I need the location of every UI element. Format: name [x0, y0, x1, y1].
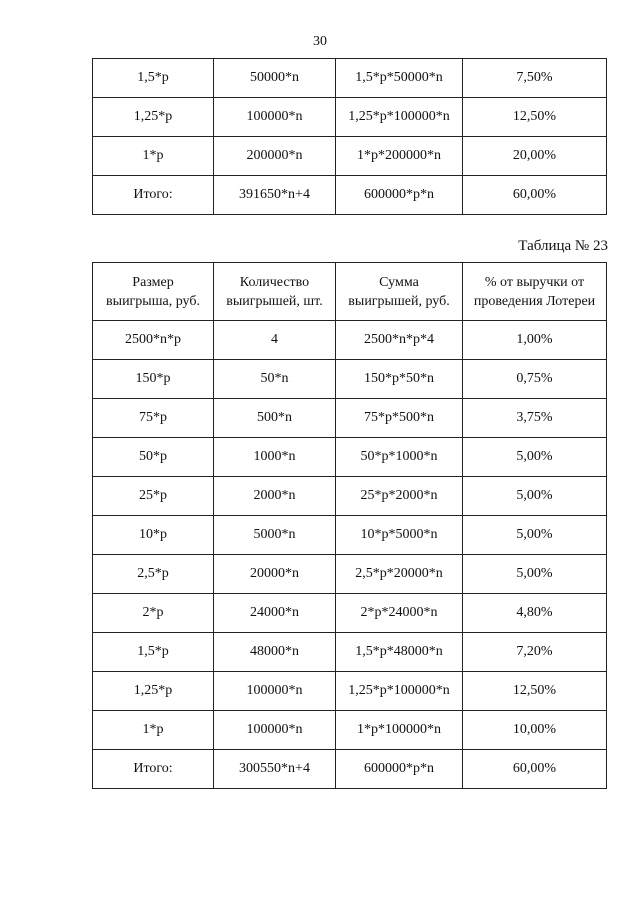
prize-table-continued	[92, 58, 607, 215]
table-cell: 50000*n	[214, 59, 336, 98]
table-cell: 1*р*200000*n	[336, 137, 463, 176]
table-cell: 60,00%	[463, 750, 607, 789]
table-cell: 1,25*р	[93, 98, 214, 137]
table-cell: 75*р	[93, 399, 214, 438]
table-row	[93, 711, 607, 750]
table-cell: 3,75%	[463, 399, 607, 438]
prize-table-23	[92, 262, 607, 789]
table-cell: 600000*р*n	[336, 750, 463, 789]
table-cell: 50*р*1000*n	[336, 438, 463, 477]
table-row	[93, 137, 607, 176]
table-cell: 2500*n*р	[93, 321, 214, 360]
table-cell: 1,25*р	[93, 672, 214, 711]
table-cell: Итого:	[93, 750, 214, 789]
header-cell-prize-sum: Сумма выигрышей, руб.	[336, 263, 463, 321]
table-row	[93, 399, 607, 438]
header-cell-revenue-percent: % от выручки от проведения Лотереи	[463, 263, 607, 321]
table-cell: 1*р*100000*n	[336, 711, 463, 750]
table-cell: 5,00%	[463, 477, 607, 516]
table-cell: 5,00%	[463, 438, 607, 477]
table-cell: 1000*n	[214, 438, 336, 477]
table-cell: 20000*n	[214, 555, 336, 594]
table-cell: 20,00%	[463, 137, 607, 176]
table-cell: 1,5*р	[93, 633, 214, 672]
table-cell: 60,00%	[463, 176, 607, 215]
table-header-row	[93, 263, 607, 321]
table-cell: 1,5*р*48000*n	[336, 633, 463, 672]
table-cell: 12,50%	[463, 672, 607, 711]
table-cell: 75*р*500*n	[336, 399, 463, 438]
header-cell-prize-size: Размер выигрыша, руб.	[93, 263, 214, 321]
table-cell: 1,5*р	[93, 59, 214, 98]
table-row	[93, 477, 607, 516]
table-cell: 7,50%	[463, 59, 607, 98]
table-cell: 5,00%	[463, 516, 607, 555]
table-row	[93, 438, 607, 477]
table-cell: 50*р	[93, 438, 214, 477]
table-cell: 5000*n	[214, 516, 336, 555]
table-cell: 4	[214, 321, 336, 360]
table-cell: 150*р	[93, 360, 214, 399]
table-cell: 100000*n	[214, 711, 336, 750]
table-row	[93, 633, 607, 672]
table-cell: 100000*n	[214, 672, 336, 711]
table-cell: 1,5*р*50000*n	[336, 59, 463, 98]
table-cell: 7,20%	[463, 633, 607, 672]
page-number: 30	[313, 34, 327, 49]
table-cell: 10,00%	[463, 711, 607, 750]
table-cell: Итого:	[93, 176, 214, 215]
table-cell: 600000*р*n	[336, 176, 463, 215]
table-cell: 2*р	[93, 594, 214, 633]
table-row	[93, 360, 607, 399]
table-cell: 2000*n	[214, 477, 336, 516]
header-cell-prize-count: Количество выигрышей, шт.	[214, 263, 336, 321]
table-row	[93, 594, 607, 633]
table-cell: 1*р	[93, 137, 214, 176]
table-cell: 200000*n	[214, 137, 336, 176]
table-cell: 25*р	[93, 477, 214, 516]
table-cell: 2*р*24000*n	[336, 594, 463, 633]
table-cell: 48000*n	[214, 633, 336, 672]
table-cell: 500*n	[214, 399, 336, 438]
table-cell: 2500*n*р*4	[336, 321, 463, 360]
table-cell: 10*р	[93, 516, 214, 555]
table-row	[93, 516, 607, 555]
table-cell: 150*р*50*n	[336, 360, 463, 399]
table-cell: 10*р*5000*n	[336, 516, 463, 555]
table-cell: 24000*n	[214, 594, 336, 633]
table-cell: 4,80%	[463, 594, 607, 633]
table-caption: Таблица № 23	[518, 238, 608, 254]
table-cell: 1,25*р*100000*n	[336, 672, 463, 711]
table-cell: 300550*n+4	[214, 750, 336, 789]
table-row	[93, 176, 607, 215]
table-row	[93, 750, 607, 789]
table-cell: 1,00%	[463, 321, 607, 360]
table-cell: 50*n	[214, 360, 336, 399]
table-cell: 1*р	[93, 711, 214, 750]
table-row	[93, 555, 607, 594]
table-cell: 2,5*р	[93, 555, 214, 594]
table-cell: 0,75%	[463, 360, 607, 399]
table-cell: 12,50%	[463, 98, 607, 137]
table-cell: 1,25*р*100000*n	[336, 98, 463, 137]
table-cell: 2,5*р*20000*n	[336, 555, 463, 594]
table-row	[93, 672, 607, 711]
table-cell: 100000*n	[214, 98, 336, 137]
table-row	[93, 321, 607, 360]
table-row	[93, 59, 607, 98]
table-cell: 25*р*2000*n	[336, 477, 463, 516]
table-cell: 391650*n+4	[214, 176, 336, 215]
table-row	[93, 98, 607, 137]
table-cell: 5,00%	[463, 555, 607, 594]
